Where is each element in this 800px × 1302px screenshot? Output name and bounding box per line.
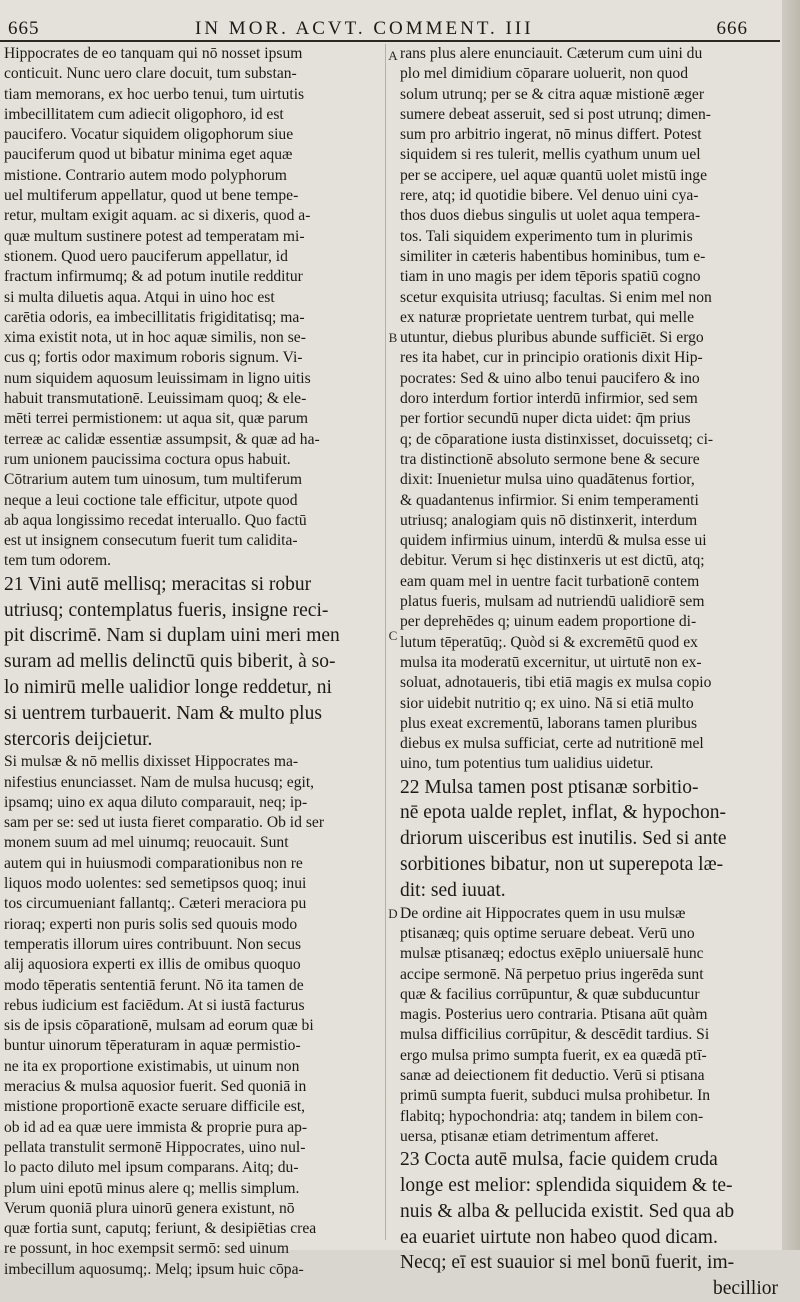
text-line: mistione. Contrario autem modo polyphorum xyxy=(4,166,287,184)
text-line: per deprehēdes q; uinum eadem proportione di- xyxy=(400,613,697,631)
text-line: pit discrimē. Nam si duplam uini meri men xyxy=(4,625,340,647)
text-line: lutum tēperatūq;. Quòd si & excremētū quod ex xyxy=(400,633,698,651)
text-line: lo nimirū melle ualidior longe reddetur, ni xyxy=(4,676,332,698)
text-line: si uentrem turbauerit. Nam & multo plus xyxy=(4,702,322,724)
text-line: xima existit nota, ut in hoc aquæ similis, non se- xyxy=(4,329,306,347)
text-line: rum unionem paucissima coctura opus habuit. xyxy=(4,450,291,468)
text-line: soluat, adnotaueris, tibi etiā magis ex mulsa copio xyxy=(400,674,712,692)
text-line: est ut insignem consecutum fuerit tum calidita- xyxy=(4,532,298,550)
text-line: rebus iudicium est faciēdum. At si iustā facturus xyxy=(4,996,305,1014)
text-line: tra distinctionē absoluto sermone bene & secure xyxy=(400,450,700,468)
text-line: conticuit. Nunc uero clare docuit, tum substan- xyxy=(4,65,297,83)
text-line: 22 Mulsa tamen post ptisanæ sorbitio- xyxy=(400,776,699,798)
text-line: ptisanæq; quis optime seruare debeat. Verū uno xyxy=(400,924,695,942)
text-line: uel multiferum appellatur, quod ut bene tempe- xyxy=(4,187,299,205)
text-line: rere, atq; id quotidie bibere. Vel denuo uini cya- xyxy=(400,187,699,205)
page-edge-shadow xyxy=(782,0,800,1250)
text-line: ergo mulsa primo sumpta fuerit, ex ea quædā ptī- xyxy=(400,1046,707,1064)
text-line: siquidem si res tulerit, mellis cyathum unum uel xyxy=(400,146,701,164)
text-line: mistione proportionē exacte seruare difficile est, xyxy=(4,1098,306,1116)
text-line: temperatis illorum uires contribuunt. Non secus xyxy=(4,935,302,953)
text-line: suram ad mellis delinctū quis biberit, à so- xyxy=(4,651,336,673)
text-line: plus exeat excrementū, laborans tamen pluribus xyxy=(400,714,698,732)
text-line: buntur uinorum tēperaturam in aquæ permistio- xyxy=(4,1037,301,1055)
text-line: plo mel dimidium cōparare uoluerit, non quod xyxy=(400,65,688,83)
text-line: lo pacto diluto mel ipsum comparans. Aitq; du- xyxy=(4,1159,299,1177)
text-line: dit: sed iuuat. xyxy=(400,879,506,901)
text-line: ob id ad ea quæ uere immista & proprie pura ap- xyxy=(4,1118,308,1136)
text-line: De ordine ait Hippocrates quem in usu mulsæ xyxy=(400,904,686,922)
margin-letter-c: C xyxy=(388,628,398,643)
text-line: monem suum ad mel uinumq; reuocauit. Sunt xyxy=(4,834,289,852)
text-line: quæ multum sustinere potest ad temperatam mi- xyxy=(4,227,305,245)
text-line: ea euariet uirtute non habeo quod dicam. xyxy=(400,1226,718,1248)
text-line: res ita habet, cur in principio orationis dixit Hip- xyxy=(400,349,703,367)
text-line: tiam memorans, ex hoc uerbo tenui, tum uirtutis xyxy=(4,85,305,103)
text-line: ne ita ex proportione existimabis, ut uinum non xyxy=(4,1057,300,1075)
text-line: 21 Vini autē mellisq; meracitas si robur xyxy=(4,573,312,595)
text-line: stionem. Quod uero pauciferum appellatur, id xyxy=(4,247,288,265)
text-line: eam quam mel in uentre facit turbationē contem xyxy=(400,572,700,590)
text-line: Cōtrarium autem tum uinosum, tum multiferum xyxy=(4,471,302,489)
text-line: magis. Posterius uero contraria. Ptisana aūt quàm xyxy=(400,1006,708,1024)
text-line: pellata transtulit sermonē Hippocrates, uino nul- xyxy=(4,1138,306,1156)
text-line: utriusq; contemplatus fueris, insigne reci- xyxy=(4,599,329,621)
text-line: autem qui in huiusmodi comparationibus non re xyxy=(4,854,303,872)
text-line: nuis & alba & pellucida existit. Sed qua ab xyxy=(400,1200,735,1222)
margin-letter-a: A xyxy=(388,48,398,63)
text-line: diebus ex mulsa sufficiat, certe ad nutritionē mel xyxy=(400,735,704,753)
text-line: meracius & mulsa aquosior fuerit. Sed quoniā in xyxy=(4,1078,307,1096)
text-line: Hippocrates de eo tanquam qui nō nosset ipsum xyxy=(4,45,303,62)
text-line: tem tum odorem. xyxy=(4,552,111,570)
text-line: similiter in cæteris habentibus hominibus, tum e- xyxy=(400,247,706,265)
text-line: dixit: Inuenietur mulsa uino quadātenus fortior, xyxy=(400,471,695,489)
text-line: Si mulsæ & nō mellis dixisset Hippocrates ma- xyxy=(4,753,299,771)
header-rule xyxy=(0,40,780,42)
text-line: sis de ipsis cōparationē, mulsam ad eorum quæ bi xyxy=(4,1017,314,1035)
text-line: imbecillitatem cum adiecit oligophoro, id est xyxy=(4,105,284,123)
text-line: uersa, ptisanæ etiam detrimentum afferet. xyxy=(400,1127,659,1145)
folio-left: 665 xyxy=(8,18,40,39)
text-line: ipsamq; uino ex aqua diluto comparauit, neq; ip- xyxy=(4,793,308,811)
text-line: primū sumpta fuerit, subduci mulsa prohibetur. In xyxy=(400,1087,711,1105)
left-column xyxy=(4,44,382,1278)
text-line: rioraq; experti non puris solis sed quouis modo xyxy=(4,915,298,933)
text-line: mēti terrei permistionem: ut aqua sit, quæ parum xyxy=(4,410,309,428)
running-title: IN MOR. ACVT. COMMENT. III xyxy=(195,18,534,39)
text-line: si multa diluetis aqua. Atqui in uino hoc est xyxy=(4,288,275,306)
text-line: utuntur, diebus pluribus abunde sufficiēt. Si ergo xyxy=(400,329,704,347)
text-line: scetur exquisita utriusq; facultas. Si enim mel non xyxy=(400,288,712,306)
text-line: ab aqua longissimo recedat interuallo. Quo factū xyxy=(4,511,307,529)
text-line: uino, tum potentius tum ualidius uidetur. xyxy=(400,755,654,773)
text-line: sum pro arbitrio ingerat, nō minus differt. Potest xyxy=(400,126,702,144)
text-line: fractum infirmumq; & ad potum inutile redditur xyxy=(4,268,303,286)
text-line: nē epota ualde replet, inflat, & hypochon- xyxy=(400,802,726,824)
text-line: terreæ ac calidæ essentiæ assumpsit, & quæ ad ha- xyxy=(4,430,320,448)
text-line: liquos modo uolentes: sed semetipsos quoq; inui xyxy=(4,875,307,893)
text-line: tiam in uno magis per idem tēporis spatiū cogno xyxy=(400,268,701,286)
text-line: neque a leui coctione tale efficitur, utpote quod xyxy=(4,491,298,509)
text-line: ex naturæ proprietate uentrem turbat, qui melle xyxy=(400,308,695,326)
text-line: alij aquosiora experti ex illis de omibus quoquo xyxy=(4,956,301,974)
text-line: tos. Tali siquidem experimento tum in plurimis xyxy=(400,227,693,245)
text-line: sanæ ad deiectionem fit deductio. Verū si ptisana xyxy=(400,1067,705,1085)
folio-right: 666 xyxy=(716,18,748,39)
text-line: modo tēperatis sententiā ferunt. Nō ita tamen de xyxy=(4,976,304,994)
text-line: driorum uisceribus est inutilis. Sed si ante xyxy=(400,828,727,850)
right-column xyxy=(400,44,778,1300)
text-line: sorbitiones bibatur, non ut superepota læ- xyxy=(400,854,724,876)
text-line: quæ & facilius corrūpuntur, & quæ subducuntur xyxy=(400,985,700,1003)
text-line: mulsæ ptisanæq; edoctus exēplo uniuersalē hunc xyxy=(400,945,704,963)
text-line: quæ fortia sunt, caputq; feriunt, & desipiētias crea xyxy=(4,1220,317,1238)
text-line: becillior xyxy=(713,1278,778,1300)
text-line: carētia odoris, ea imbecillitatis frigiditatisq; ma- xyxy=(4,308,305,326)
text-line: re possunt, in hoc exempsit sermō: sed uinum xyxy=(4,1240,289,1258)
text-line: cus q; fortis odor maximum roboris signum. Vi- xyxy=(4,349,303,367)
text-line: platus fueris, mulsam ad nutriendū ualidiorē sem xyxy=(400,593,705,611)
text-line: thos duos diebus singulis ut uolet aqua tempera- xyxy=(400,207,701,225)
text-line: pocrates: Sed & uino albo tenui paucifero & ino xyxy=(400,369,700,387)
text-line: stercoris deijcietur. xyxy=(4,728,153,750)
margin-letter-b: B xyxy=(388,330,398,345)
text-line: utriusq; analogiam quis nō distinxerit, interdum xyxy=(400,511,698,529)
text-line: Necq; eī est suauior si mel bonū fuerit, im- xyxy=(400,1252,735,1274)
text-line: q; de cōparatione iusta distinxisset, docuissetq; ci- xyxy=(400,430,714,448)
text-line: per fortior secundū nuper dicta uidet: q̄m prius xyxy=(400,410,691,428)
text-line: per se accipere, uel aquæ quantū uolet mistū inge xyxy=(400,166,708,184)
text-line: quidem infirmius uinum, interdū & mulsa esse ui xyxy=(400,532,707,550)
text-line: tos circumueniant fallantq;. Cæteri meraciora pu xyxy=(4,895,307,913)
text-line: mulsa ita moderatū excernitur, ut uirtutē non ex- xyxy=(400,653,702,671)
text-line: sam per se: sed ut iusta fieret comparatio. Ob id ser xyxy=(4,814,325,832)
text-line: & quadantenus infirmior. Si enim temperamenti xyxy=(400,491,699,509)
text-line: habuit transmutationē. Leuissimam quoq; & ele- xyxy=(4,390,307,408)
text-line: rans plus alere enunciauit. Cæterum cum uini du xyxy=(400,45,703,62)
text-line: mulsa difficilius corrūpitur, & descēdit tardius. Si xyxy=(400,1026,710,1044)
margin-letter-d: D xyxy=(388,906,398,921)
text-line: retur, multam exigit aquam. ac si dixeris, quod a- xyxy=(4,207,311,225)
text-line: num siquidem aquosum leuissimam in ligno uitis xyxy=(4,369,311,387)
text-line: sior uidebit nutritio q; ex uino. Nā si etiā multo xyxy=(400,694,694,712)
text-line: accipe sermonē. Nā perpetuo prius ingerēda sunt xyxy=(400,965,704,983)
text-line: 23 Cocta autē mulsa, facie quidem cruda xyxy=(400,1149,718,1171)
text-line: flabitq; hypochondria: atq; tandem in bilem con- xyxy=(400,1107,704,1125)
text-line: doro interdum fortior interdū infirmior, sed sem xyxy=(400,390,698,408)
text-line: longe est melior: splendida siquidem & te- xyxy=(400,1175,733,1197)
text-line: Verum quoniā plura uinorū genera existunt, nō xyxy=(4,1199,295,1217)
text-line: plum uini epotū minus alere q; mellis simplum. xyxy=(4,1179,300,1197)
text-line: nifestius enunciasset. Nam de mulsa hucusq; egit, xyxy=(4,773,315,791)
text-line: sumere debeat asseruit, sed si post utrunq; dimen- xyxy=(400,105,711,123)
text-line: pauciferum quod ut bibatur minima eget aquæ xyxy=(4,146,293,164)
text-line: paucifero. Vocatur siquidem oligophorum siue xyxy=(4,126,294,144)
text-line: debitur. Verum si hęc distinxeris ut est dictū, atq; xyxy=(400,552,705,570)
text-line: solum utrunq; per se & citra aquæ mistionē æger xyxy=(400,85,705,103)
text-line: imbecillum aquosumq;. Melq; ipsum huic cōpa- xyxy=(4,1260,304,1278)
